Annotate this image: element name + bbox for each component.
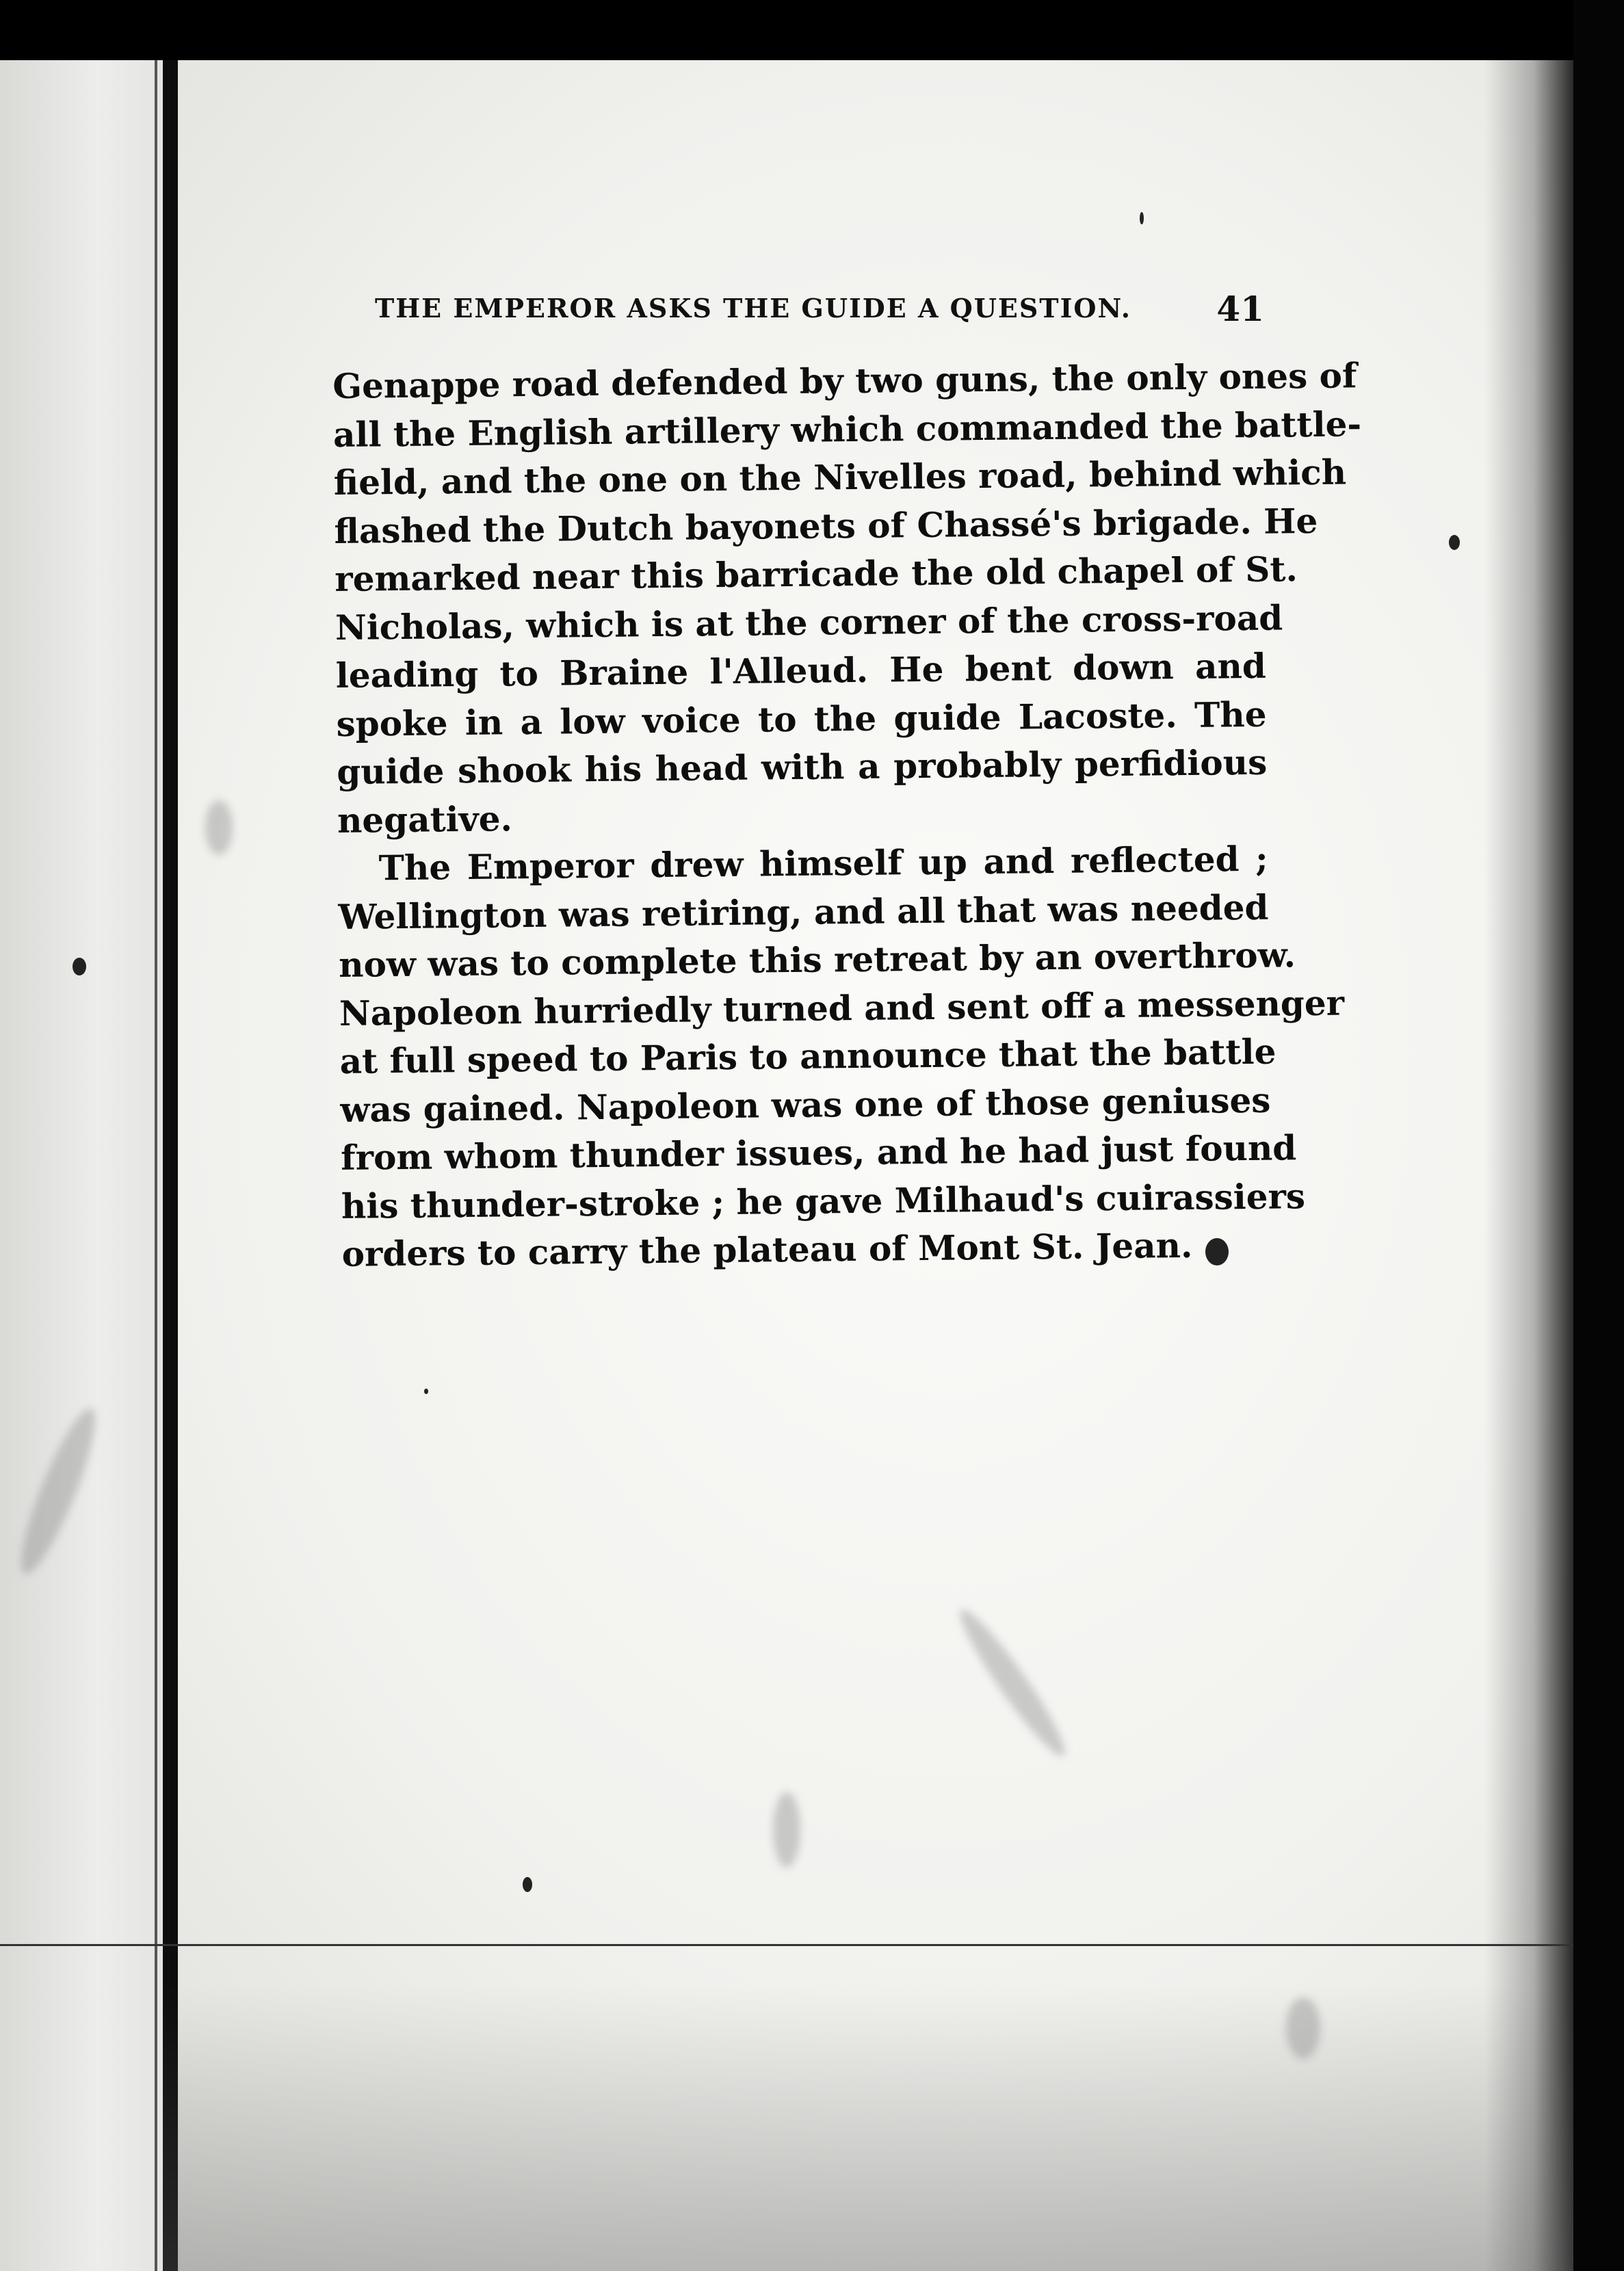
- bottom-shading: [163, 1984, 1573, 2271]
- text-line: now was to complete this retreat by an overthrow.: [338, 934, 1296, 985]
- smudge: [773, 1792, 800, 1867]
- text-line: from whom thunder issues, and he had just found: [340, 1127, 1297, 1178]
- previous-leaf-edge: [0, 60, 163, 2271]
- text-line: leading to Braine l'Alleud. He bent down and: [335, 645, 1267, 696]
- running-title: THE EMPEROR ASKS THE GUIDE A QUESTION.: [375, 293, 1131, 324]
- binding-gutter: [163, 60, 178, 2271]
- right-page-shadow: [1484, 60, 1573, 2271]
- smudge: [205, 800, 233, 855]
- speck: [424, 1389, 428, 1394]
- text-line: spoke in a low voice to the guide Lacoste. The: [336, 694, 1267, 744]
- speck: [1140, 212, 1144, 224]
- text-line: negative.: [337, 798, 513, 841]
- gutter-shadow: [155, 60, 157, 2271]
- text-line: orders to carry the plateau of Mont St. Jean.: [341, 1224, 1193, 1274]
- text-line: remarked near this barricade the old chapel of St.: [335, 549, 1298, 599]
- scan-artifact-line: [0, 1944, 1573, 1946]
- text-line: Genappe road defended by two guns, the only ones of: [332, 355, 1357, 406]
- speck: [1449, 535, 1460, 550]
- page-number: 41: [1216, 289, 1264, 329]
- text-line: at full speed to Paris to announce that the battle: [339, 1031, 1276, 1081]
- speck: [73, 958, 86, 975]
- text-line: The Emperor drew himself up and reflected ;: [378, 838, 1268, 889]
- text-line: all the English artillery which commanded the battle-: [332, 403, 1362, 455]
- smudge: [1286, 1997, 1320, 2059]
- running-header: [375, 289, 1264, 329]
- body-text: [332, 353, 1362, 1279]
- text-line: Napoleon hurriedly turned and sent off a messenger: [339, 982, 1345, 1034]
- text-line: Nicholas, which is at the corner of the cross-road: [335, 596, 1283, 648]
- text-line: guide shook his head with a probably perfidious: [336, 741, 1268, 792]
- speck: [523, 1877, 532, 1892]
- text-line: flashed the Dutch bayonets of Chassé's brigade. He: [334, 500, 1318, 551]
- scan-border-right: [1573, 0, 1624, 2271]
- text-line: his thunder-stroke ; he gave Milhaud's cuirassiers: [341, 1175, 1306, 1226]
- text-line: was gained. Napoleon was one of those geniuses: [340, 1079, 1271, 1130]
- text-line: field, and the one on the Nivelles road, behind which: [333, 451, 1347, 503]
- text-line: Wellington was retiring, and all that was needed: [338, 887, 1269, 937]
